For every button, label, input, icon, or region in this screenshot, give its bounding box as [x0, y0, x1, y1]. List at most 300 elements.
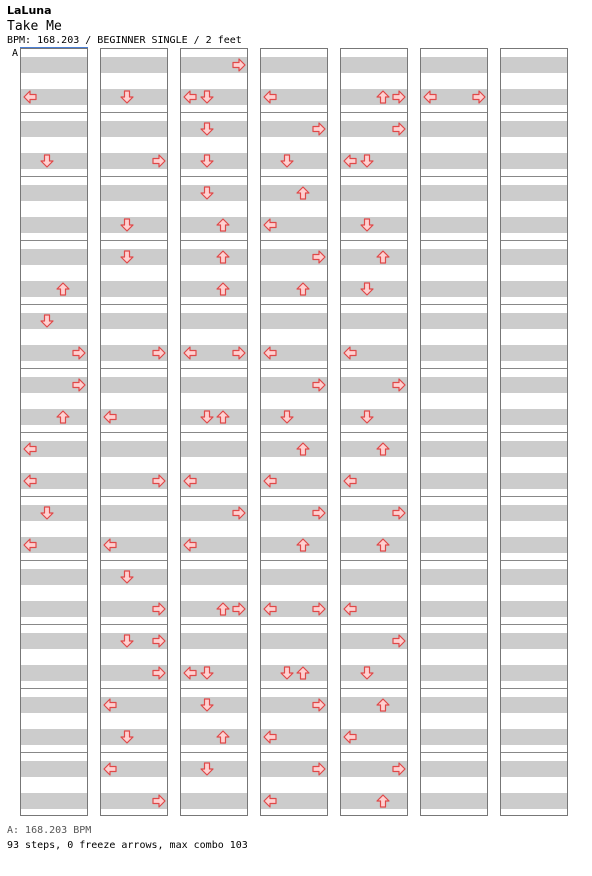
chart-column	[20, 48, 88, 816]
beat-band	[21, 697, 87, 713]
measure-line	[261, 688, 327, 689]
beat-band	[261, 665, 327, 681]
step-arrow-right-icon	[392, 506, 406, 520]
measure-line	[261, 624, 327, 625]
step-arrow-right-icon	[312, 506, 326, 520]
bpm-marker-label: A	[12, 48, 19, 59]
beat-band	[421, 537, 487, 553]
beat-band	[421, 217, 487, 233]
step-arrow-up-icon	[56, 282, 70, 296]
beat-band	[181, 121, 247, 137]
step-arrow-left-icon	[343, 602, 357, 616]
step-arrow-left-icon	[103, 410, 117, 424]
step-arrow-left-icon	[183, 90, 197, 104]
step-arrow-down-icon	[280, 154, 294, 168]
step-arrow-left-icon	[103, 698, 117, 712]
step-arrow-down-icon	[360, 154, 374, 168]
beat-band	[21, 153, 87, 169]
measure-line	[501, 560, 567, 561]
beat-band	[261, 409, 327, 425]
step-arrow-down-icon	[360, 282, 374, 296]
beat-band	[501, 441, 567, 457]
beat-band	[181, 633, 247, 649]
measure-line	[341, 496, 407, 497]
beat-band	[421, 505, 487, 521]
step-arrow-down-icon	[40, 506, 54, 520]
step-arrow-up-icon	[376, 698, 390, 712]
measure-line	[21, 176, 87, 177]
measure-line	[101, 368, 167, 369]
beat-band	[421, 281, 487, 297]
beat-band	[101, 377, 167, 393]
measure-line	[101, 560, 167, 561]
beat-band	[501, 89, 567, 105]
step-arrow-right-icon	[152, 474, 166, 488]
step-arrow-right-icon	[72, 346, 86, 360]
measure-line	[21, 688, 87, 689]
step-arrow-up-icon	[216, 282, 230, 296]
beat-band	[181, 217, 247, 233]
step-arrow-up-icon	[296, 442, 310, 456]
beat-band	[421, 121, 487, 137]
beat-band	[341, 313, 407, 329]
step-arrow-right-icon	[392, 90, 406, 104]
beat-band	[341, 441, 407, 457]
beat-band	[501, 153, 567, 169]
step-arrow-left-icon	[183, 666, 197, 680]
measure-line	[261, 496, 327, 497]
step-arrow-right-icon	[152, 794, 166, 808]
beat-band	[341, 537, 407, 553]
step-arrow-right-icon	[232, 58, 246, 72]
beat-band	[21, 313, 87, 329]
step-arrow-up-icon	[216, 218, 230, 232]
beat-band	[421, 441, 487, 457]
beat-band	[501, 601, 567, 617]
song-artist: LaLuna	[7, 4, 52, 17]
step-arrow-down-icon	[280, 410, 294, 424]
beat-band	[101, 121, 167, 137]
step-arrow-up-icon	[296, 186, 310, 200]
measure-line	[421, 176, 487, 177]
measure-line	[341, 560, 407, 561]
step-arrow-left-icon	[263, 730, 277, 744]
measure-line	[421, 752, 487, 753]
step-arrow-right-icon	[312, 250, 326, 264]
beat-band	[341, 249, 407, 265]
beat-band	[421, 345, 487, 361]
beat-band	[501, 249, 567, 265]
measure-line	[421, 368, 487, 369]
step-arrow-right-icon	[232, 506, 246, 520]
step-arrow-down-icon	[120, 218, 134, 232]
measure-line	[261, 304, 327, 305]
beat-band	[501, 217, 567, 233]
measure-line	[181, 368, 247, 369]
step-arrow-down-icon	[200, 90, 214, 104]
beat-band	[341, 697, 407, 713]
measure-line	[341, 240, 407, 241]
step-arrow-left-icon	[103, 762, 117, 776]
measure-line	[21, 240, 87, 241]
beat-band	[501, 185, 567, 201]
beat-band	[181, 569, 247, 585]
beat-band	[341, 281, 407, 297]
beat-band	[181, 409, 247, 425]
beat-band	[21, 217, 87, 233]
measure-line	[101, 688, 167, 689]
beat-band	[421, 729, 487, 745]
measure-line	[261, 240, 327, 241]
measure-line	[101, 304, 167, 305]
measure-line	[341, 368, 407, 369]
measure-line	[101, 624, 167, 625]
step-arrow-right-icon	[312, 602, 326, 616]
measure-line	[421, 240, 487, 241]
step-arrow-right-icon	[472, 90, 486, 104]
step-arrow-left-icon	[183, 346, 197, 360]
measure-line	[421, 304, 487, 305]
step-arrow-right-icon	[232, 346, 246, 360]
beat-band	[21, 409, 87, 425]
measure-line	[501, 240, 567, 241]
beat-band	[421, 569, 487, 585]
beat-band	[421, 601, 487, 617]
beat-band	[101, 57, 167, 73]
beat-band	[21, 57, 87, 73]
step-arrow-up-icon	[56, 410, 70, 424]
beat-band	[181, 185, 247, 201]
step-arrow-down-icon	[200, 666, 214, 680]
measure-line	[421, 688, 487, 689]
beat-band	[181, 441, 247, 457]
beat-band	[21, 665, 87, 681]
measure-line	[21, 304, 87, 305]
beat-band	[181, 697, 247, 713]
step-arrow-down-icon	[200, 410, 214, 424]
measure-line	[501, 304, 567, 305]
measure-line	[501, 496, 567, 497]
step-arrow-right-icon	[152, 346, 166, 360]
step-arrow-right-icon	[312, 762, 326, 776]
measure-line	[181, 624, 247, 625]
beat-band	[21, 121, 87, 137]
beat-band	[101, 281, 167, 297]
measure-line	[21, 368, 87, 369]
step-arrow-left-icon	[23, 90, 37, 104]
beat-band	[181, 793, 247, 809]
beat-band	[21, 505, 87, 521]
step-arrow-left-icon	[263, 794, 277, 808]
beat-band	[261, 441, 327, 457]
measure-line	[181, 496, 247, 497]
measure-line	[421, 624, 487, 625]
measure-line	[101, 496, 167, 497]
step-arrow-right-icon	[232, 602, 246, 616]
measure-line	[341, 752, 407, 753]
measure-line	[421, 560, 487, 561]
beat-band	[341, 665, 407, 681]
beat-band	[501, 313, 567, 329]
measure-line	[501, 432, 567, 433]
beat-band	[181, 281, 247, 297]
chart-column	[180, 48, 248, 816]
beat-band	[341, 569, 407, 585]
beat-band	[421, 473, 487, 489]
measure-line	[21, 112, 87, 113]
step-arrow-down-icon	[360, 218, 374, 232]
beat-band	[341, 57, 407, 73]
beat-band	[101, 217, 167, 233]
beat-band	[341, 793, 407, 809]
beat-band	[421, 697, 487, 713]
measure-line	[341, 176, 407, 177]
beat-band	[421, 313, 487, 329]
measure-line	[101, 432, 167, 433]
beat-band	[501, 121, 567, 137]
beat-band	[181, 153, 247, 169]
beat-band	[101, 505, 167, 521]
beat-band	[501, 537, 567, 553]
beat-band	[181, 313, 247, 329]
step-arrow-down-icon	[360, 410, 374, 424]
step-arrow-up-icon	[376, 90, 390, 104]
step-arrow-left-icon	[263, 346, 277, 360]
beat-band	[421, 409, 487, 425]
beat-band	[421, 761, 487, 777]
step-arrow-up-icon	[296, 282, 310, 296]
measure-line	[261, 560, 327, 561]
measure-line	[21, 752, 87, 753]
beat-band	[181, 729, 247, 745]
beat-band	[421, 377, 487, 393]
step-arrow-right-icon	[152, 634, 166, 648]
beat-band	[501, 377, 567, 393]
chart-stats: 93 steps, 0 freeze arrows, max combo 103	[7, 840, 248, 851]
measure-line	[181, 240, 247, 241]
beat-band	[21, 793, 87, 809]
step-arrow-right-icon	[152, 602, 166, 616]
step-arrow-left-icon	[263, 602, 277, 616]
beat-band	[501, 633, 567, 649]
step-arrow-up-icon	[376, 538, 390, 552]
step-arrow-down-icon	[200, 698, 214, 712]
measure-line	[421, 112, 487, 113]
beat-band	[101, 313, 167, 329]
measure-line	[421, 432, 487, 433]
measure-line	[501, 688, 567, 689]
beat-band	[501, 761, 567, 777]
step-arrow-down-icon	[120, 634, 134, 648]
measure-line	[421, 496, 487, 497]
step-arrow-right-icon	[312, 122, 326, 136]
measure-line	[181, 176, 247, 177]
step-arrow-up-icon	[216, 250, 230, 264]
beat-band	[501, 665, 567, 681]
beat-band	[101, 569, 167, 585]
beat-band	[181, 377, 247, 393]
step-arrow-down-icon	[200, 154, 214, 168]
step-arrow-right-icon	[392, 122, 406, 136]
step-arrow-down-icon	[120, 90, 134, 104]
beat-band	[421, 57, 487, 73]
measure-line	[261, 432, 327, 433]
step-arrow-left-icon	[263, 218, 277, 232]
beat-band	[261, 153, 327, 169]
beat-band	[501, 57, 567, 73]
step-arrow-up-icon	[376, 442, 390, 456]
step-arrow-right-icon	[392, 762, 406, 776]
step-arrow-down-icon	[120, 250, 134, 264]
measure-line	[341, 688, 407, 689]
beat-band	[21, 185, 87, 201]
beat-band	[101, 441, 167, 457]
step-arrow-left-icon	[23, 474, 37, 488]
beat-band	[21, 601, 87, 617]
beat-band	[261, 633, 327, 649]
step-arrow-up-icon	[376, 794, 390, 808]
step-arrow-down-icon	[200, 762, 214, 776]
step-arrow-right-icon	[72, 378, 86, 392]
beat-band	[21, 729, 87, 745]
beat-band	[21, 249, 87, 265]
measure-line	[101, 112, 167, 113]
step-arrow-left-icon	[23, 538, 37, 552]
measure-line	[501, 624, 567, 625]
step-arrow-down-icon	[40, 314, 54, 328]
measure-line	[261, 176, 327, 177]
beat-band	[501, 793, 567, 809]
step-arrow-down-icon	[280, 666, 294, 680]
beat-band	[501, 697, 567, 713]
beat-band	[181, 249, 247, 265]
step-arrow-left-icon	[183, 474, 197, 488]
measure-line	[181, 112, 247, 113]
beat-band	[341, 409, 407, 425]
step-arrow-left-icon	[343, 154, 357, 168]
step-arrow-up-icon	[296, 666, 310, 680]
step-arrow-down-icon	[40, 154, 54, 168]
measure-line	[181, 752, 247, 753]
beat-band	[101, 185, 167, 201]
beat-band	[101, 89, 167, 105]
beat-band	[261, 185, 327, 201]
measure-line	[501, 368, 567, 369]
measure-line	[101, 752, 167, 753]
chart-column	[340, 48, 408, 816]
measure-line	[21, 560, 87, 561]
step-arrow-up-icon	[376, 250, 390, 264]
measure-line	[181, 560, 247, 561]
step-arrow-down-icon	[120, 570, 134, 584]
beat-band	[421, 633, 487, 649]
step-arrow-up-icon	[216, 730, 230, 744]
step-arrow-left-icon	[183, 538, 197, 552]
step-arrow-left-icon	[343, 730, 357, 744]
beat-band	[181, 761, 247, 777]
measure-line	[341, 304, 407, 305]
beat-band	[501, 569, 567, 585]
step-arrow-up-icon	[216, 602, 230, 616]
beat-band	[101, 249, 167, 265]
step-arrow-right-icon	[312, 698, 326, 712]
beat-band	[501, 345, 567, 361]
chart-column	[420, 48, 488, 816]
step-arrow-right-icon	[392, 634, 406, 648]
beat-band	[421, 153, 487, 169]
step-arrow-left-icon	[103, 538, 117, 552]
step-arrow-left-icon	[263, 474, 277, 488]
chart-column	[260, 48, 328, 816]
beat-band	[501, 409, 567, 425]
beat-band	[21, 569, 87, 585]
step-arrow-left-icon	[343, 346, 357, 360]
beat-band	[261, 57, 327, 73]
step-arrow-up-icon	[216, 410, 230, 424]
measure-line	[21, 432, 87, 433]
beat-band	[341, 217, 407, 233]
beat-band	[421, 665, 487, 681]
beat-band	[501, 473, 567, 489]
beat-band	[261, 569, 327, 585]
beat-band	[21, 633, 87, 649]
chart-info: BPM: 168.203 / BEGINNER SINGLE / 2 feet	[7, 35, 242, 46]
measure-line	[341, 112, 407, 113]
beat-band	[421, 249, 487, 265]
beat-band	[21, 761, 87, 777]
step-arrow-down-icon	[200, 186, 214, 200]
measure-line	[261, 752, 327, 753]
measure-line	[21, 624, 87, 625]
measure-line	[261, 368, 327, 369]
beat-band	[341, 185, 407, 201]
measure-line	[101, 176, 167, 177]
measure-line	[341, 624, 407, 625]
measure-line	[501, 752, 567, 753]
step-arrow-left-icon	[343, 474, 357, 488]
measure-line	[101, 240, 167, 241]
measure-line	[261, 112, 327, 113]
beat-band	[421, 185, 487, 201]
beat-band	[501, 281, 567, 297]
step-arrow-right-icon	[152, 154, 166, 168]
beat-band	[421, 793, 487, 809]
song-title: Take Me	[7, 19, 62, 34]
step-arrow-down-icon	[360, 666, 374, 680]
step-arrow-left-icon	[423, 90, 437, 104]
measure-line	[341, 432, 407, 433]
measure-line	[21, 496, 87, 497]
measure-line	[501, 176, 567, 177]
measure-line	[501, 112, 567, 113]
beat-band	[261, 313, 327, 329]
bpm-legend: A: 168.203 BPM	[7, 825, 92, 836]
beat-band	[261, 281, 327, 297]
beat-band	[101, 729, 167, 745]
step-arrow-left-icon	[263, 90, 277, 104]
measure-line	[181, 432, 247, 433]
step-arrow-right-icon	[152, 666, 166, 680]
beat-band	[501, 505, 567, 521]
beat-band	[261, 537, 327, 553]
step-arrow-up-icon	[296, 538, 310, 552]
beat-band	[21, 281, 87, 297]
step-arrow-left-icon	[23, 442, 37, 456]
chart-column	[100, 48, 168, 816]
measure-line	[181, 688, 247, 689]
beat-band	[501, 729, 567, 745]
chart-column	[500, 48, 568, 816]
